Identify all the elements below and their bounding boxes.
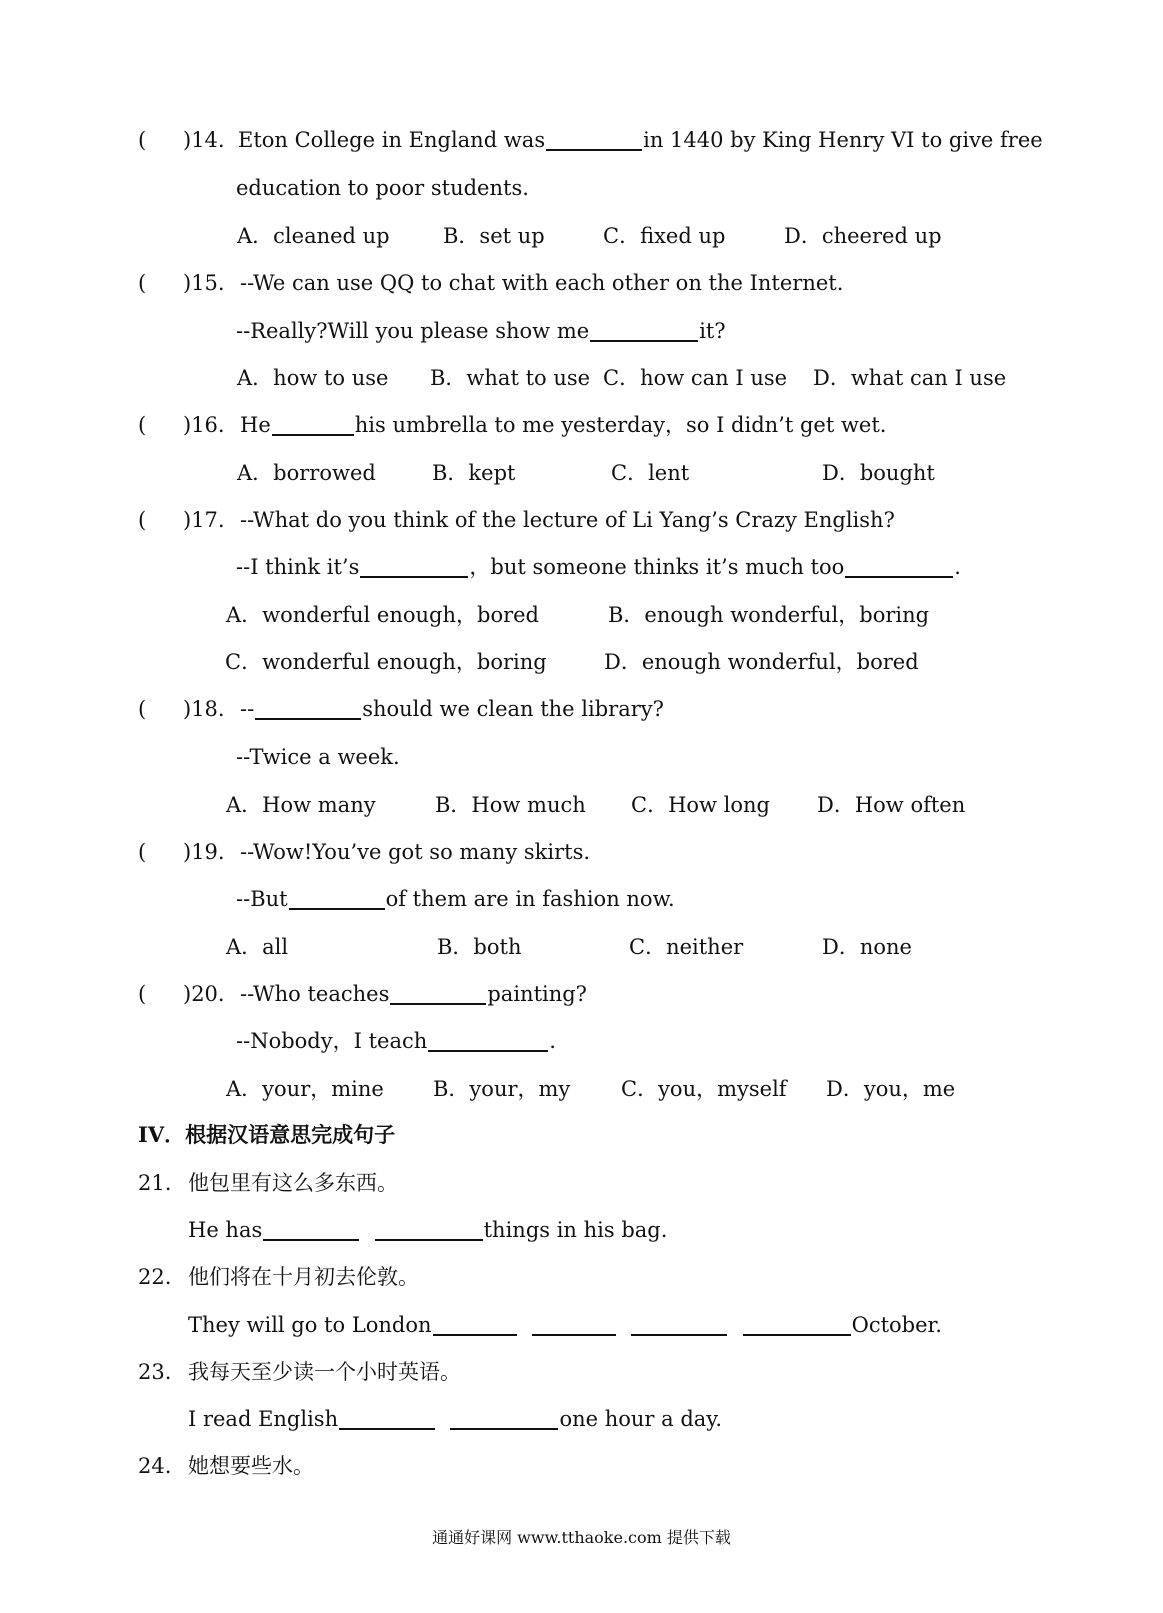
- question-stem: --We can use QQ to chat with each other on the Internet.: [240, 271, 844, 295]
- question-stem: --Wow!You’ve got so many skirts.: [240, 840, 591, 864]
- option-b: B．both: [437, 935, 522, 959]
- chinese-sentence: 她想要些水。: [188, 1454, 314, 1478]
- question-stem: He his umbrella to me yesterday，so I didn’t get wet.: [240, 413, 887, 437]
- option-c: C．lent: [611, 461, 690, 485]
- page-footer: 通通好课网 www.tthaoke.com 提供下载: [432, 1528, 731, 1547]
- question-number: )19.: [183, 840, 225, 864]
- option-b: B．what to use: [430, 366, 591, 390]
- answer-blank: [339, 1428, 435, 1430]
- answer-blank: [590, 340, 698, 342]
- answer-blank: [289, 908, 385, 910]
- option-c: C．how can I use: [603, 366, 788, 390]
- option-b: B．your，my: [433, 1077, 571, 1101]
- question-number: )17.: [183, 508, 225, 532]
- chinese-sentence: 他包里有这么多东西。: [188, 1171, 398, 1195]
- section-heading: IV．根据汉语意思完成句子: [138, 1122, 396, 1147]
- item-number: 21.: [138, 1171, 172, 1195]
- question-number: )14.: [183, 128, 225, 152]
- question-paren: (: [138, 982, 147, 1006]
- answer-blank: [263, 1239, 359, 1241]
- english-sentence: They will go to London October.: [188, 1313, 942, 1337]
- chinese-sentence: 我每天至少读一个小时英语。: [188, 1360, 461, 1384]
- option-a: A．wonderful enough，bored: [226, 603, 539, 627]
- question-paren: (: [138, 508, 147, 532]
- answer-blank: [546, 149, 642, 151]
- answer-blank: [360, 576, 468, 578]
- option-c: C．fixed up: [603, 224, 726, 248]
- answer-blank: [450, 1428, 558, 1430]
- item-number: 24.: [138, 1454, 172, 1478]
- option-d: D．what can I use: [813, 366, 1007, 390]
- question-number: )20.: [183, 982, 225, 1006]
- option-b: B．enough wonderful，boring: [608, 603, 930, 627]
- question-number: )15.: [183, 271, 225, 295]
- question-stem: Eton College in England was in 1440 by King Henry VI to give free: [238, 128, 1043, 152]
- option-d: D．How often: [817, 793, 966, 817]
- option-c: C．wonderful enough，boring: [225, 650, 547, 674]
- option-b: B．set up: [443, 224, 545, 248]
- question-stem: --Really?Will you please show me it?: [236, 319, 726, 343]
- question-paren: (: [138, 697, 147, 721]
- answer-blank: [631, 1334, 727, 1336]
- option-c: C．you，myself: [621, 1077, 787, 1101]
- question-number: )18.: [183, 697, 225, 721]
- question-stem: --Nobody，I teach .: [236, 1029, 556, 1053]
- option-a: A．your，mine: [226, 1077, 384, 1101]
- question-paren: (: [138, 413, 147, 437]
- question-stem: --Twice a week.: [236, 745, 400, 769]
- answer-blank: [390, 1003, 486, 1005]
- english-sentence: I read English one hour a day.: [188, 1407, 723, 1431]
- option-a: A．all: [226, 935, 289, 959]
- question-stem: --Who teaches painting?: [240, 982, 587, 1006]
- option-a: A．How many: [226, 793, 376, 817]
- option-d: D．bought: [822, 461, 935, 485]
- option-a: A．borrowed: [237, 461, 376, 485]
- item-number: 23.: [138, 1360, 172, 1384]
- question-stem: --What do you think of the lecture of Li Yang’s Crazy English?: [240, 508, 895, 532]
- option-a: A．how to use: [237, 366, 389, 390]
- answer-blank: [375, 1239, 483, 1241]
- answer-blank: [743, 1334, 851, 1336]
- item-number: 22.: [138, 1265, 172, 1289]
- option-c: C．How long: [631, 793, 771, 817]
- option-b: B．How much: [435, 793, 586, 817]
- option-d: D．cheered up: [784, 224, 942, 248]
- question-stem: --But of them are in fashion now.: [236, 887, 675, 911]
- english-sentence: He has things in his bag.: [188, 1218, 668, 1242]
- answer-blank: [428, 1050, 548, 1052]
- answer-blank: [272, 434, 354, 436]
- question-number: )16.: [183, 413, 225, 437]
- option-a: A．cleaned up: [237, 224, 390, 248]
- answer-blank: [433, 1334, 517, 1336]
- question-stem: education to poor students.: [236, 176, 529, 200]
- question-stem: -- should we clean the library?: [240, 697, 664, 721]
- chinese-sentence: 他们将在十月初去伦敦。: [188, 1265, 419, 1289]
- answer-blank: [532, 1334, 616, 1336]
- option-b: B．kept: [432, 461, 516, 485]
- option-d: D．none: [822, 935, 912, 959]
- question-paren: (: [138, 271, 147, 295]
- answer-blank: [255, 718, 361, 720]
- question-paren: (: [138, 128, 147, 152]
- answer-blank: [845, 576, 953, 578]
- question-paren: (: [138, 840, 147, 864]
- option-c: C．neither: [629, 935, 744, 959]
- option-d: D．enough wonderful，bored: [604, 650, 919, 674]
- question-stem: --I think it’s ，but someone thinks it’s much too .: [236, 555, 961, 579]
- option-d: D．you，me: [826, 1077, 956, 1101]
